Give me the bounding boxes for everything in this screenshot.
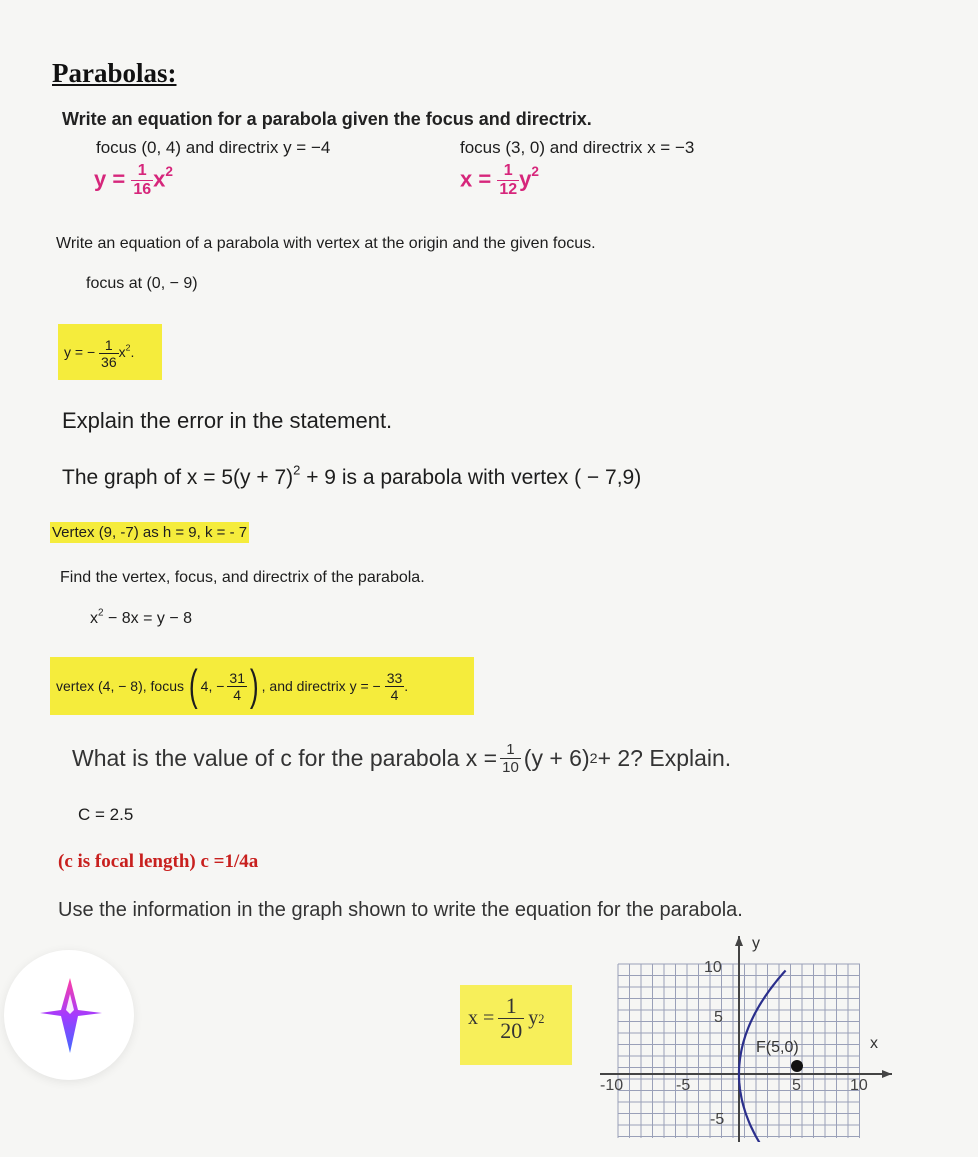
fraction-numerator: 31 <box>229 669 245 686</box>
parabola-graph <box>596 930 896 1142</box>
fraction-denominator: 10 <box>502 759 519 776</box>
answer-exponent: 2 <box>125 342 131 353</box>
fraction-numerator: 1 <box>131 163 153 181</box>
answer-lhs: x = <box>468 1007 495 1029</box>
answer-lhs: x = <box>460 166 492 192</box>
statement-exponent: 2 <box>293 462 301 478</box>
question-fraction <box>500 742 521 775</box>
answer-exponent: 2 <box>531 164 539 180</box>
section3-answer: Vertex (9, -7) as h = 9, k = - 7 <box>52 524 248 541</box>
section1-instruction: Write an equation for a parabola given the focus and directrix. <box>62 109 592 129</box>
y-axis <box>735 936 743 1142</box>
fraction-denominator: 4 <box>390 686 399 703</box>
right-paren: ) <box>249 661 259 710</box>
fraction-numerator: 1 <box>99 338 119 354</box>
left-paren: ( <box>188 661 198 710</box>
problem-b-answer <box>460 163 539 198</box>
section5-answer: C = 2.5 <box>78 805 134 824</box>
answer-variable: y <box>528 1007 539 1029</box>
section3-statement <box>62 462 642 490</box>
page-title: Parabolas: <box>52 58 177 88</box>
answer-directrix-text: , and directrix y = − <box>261 678 381 694</box>
equation-exponent: 2 <box>98 607 104 619</box>
tick-label-y10: 10 <box>704 959 722 976</box>
question-part-a: What is the value of c for the parabola x = <box>72 745 498 771</box>
answer-vertex-text: vertex (4, − 8), focus <box>56 678 184 694</box>
section3-heading: Explain the error in the statement. <box>62 408 393 433</box>
app-logo <box>4 950 134 1080</box>
problem-a-prompt: focus (0, 4) and directrix y = −4 <box>96 138 331 157</box>
section6-answer: x = $\frac{1}{20}$ y 2 <box>460 985 572 1065</box>
statement-part-a: The graph of x = 5(y + 7) <box>62 466 294 489</box>
tick-label-xneg5: -5 <box>676 1077 691 1094</box>
directrix-fraction <box>385 671 405 702</box>
focus-fraction <box>227 671 247 702</box>
problem-b-prompt: focus (3, 0) and directrix x = −3 <box>460 138 695 157</box>
answer-period: . <box>130 344 135 361</box>
question-part-b: (y + 6) <box>523 745 590 771</box>
answer-fraction <box>498 995 524 1042</box>
fraction-denominator: 36 <box>101 354 117 370</box>
section5-note: (c is focal length) c =1/4a <box>58 851 259 872</box>
equation-part-b: − 8x = y − 8 <box>103 610 193 627</box>
answer-exponent: 2 <box>165 164 173 180</box>
fraction-numerator: 33 <box>386 669 403 686</box>
focus-point <box>791 1060 803 1072</box>
section4-equation <box>90 607 193 628</box>
fraction-numerator: 1 <box>497 163 519 181</box>
answer-variable: x <box>153 166 166 192</box>
tick-label-yneg5: -5 <box>710 1111 725 1128</box>
answer-variable: y <box>519 166 532 192</box>
answer-fraction <box>99 338 119 369</box>
section2-answer <box>58 324 162 380</box>
problem-a-answer <box>94 163 173 198</box>
sparkle-logo-icon <box>4 950 134 1080</box>
section2-instruction: Write an equation of a parabola with vertex at the origin and the given focus. <box>56 235 596 252</box>
section4-instruction: Find the vertex, focus, and directrix of the parabola. <box>60 569 425 586</box>
answer-lhs: y = − <box>64 344 96 361</box>
section5-question: What is the value of c for the parabola x = $\frac{1}{10}$ (y + 6) 2 + 2? Explain. <box>72 741 732 776</box>
fraction-denominator: 12 <box>499 181 518 198</box>
section2-given: focus at (0, − 9) <box>86 275 198 292</box>
answer-period: . <box>404 678 409 694</box>
fraction-denominator: 20 <box>500 1018 523 1043</box>
section6-instruction: Use the information in the graph shown to write the equation for the parabola. <box>58 899 743 921</box>
fraction-numerator: 1 <box>500 742 521 759</box>
fraction-denominator: 4 <box>233 686 242 703</box>
tick-label-y5: 5 <box>714 1009 723 1026</box>
answer-lhs: y = <box>94 166 126 192</box>
answer-fraction <box>497 163 519 198</box>
fraction-denominator: 16 <box>133 181 152 198</box>
focus-label: F(5,0) <box>756 1039 799 1056</box>
answer-variable: x <box>118 344 126 361</box>
tick-label-xneg10: -10 <box>600 1077 624 1094</box>
equation-part-a: x <box>90 610 98 627</box>
tick-label-x5: 5 <box>792 1077 801 1094</box>
statement-part-b: + 9 is a parabola with vertex ( − 7,9) <box>300 466 642 489</box>
tick-label-x10: 10 <box>850 1077 868 1094</box>
x-axis-label: x <box>870 1035 878 1052</box>
question-part-c: + 2? Explain. <box>597 745 732 771</box>
answer-fraction <box>131 163 153 198</box>
section4-answer <box>50 657 474 715</box>
fraction-numerator: 1 <box>498 995 524 1019</box>
y-axis-label: y <box>752 935 760 952</box>
focus-coordinate: 4, − <box>200 678 225 694</box>
